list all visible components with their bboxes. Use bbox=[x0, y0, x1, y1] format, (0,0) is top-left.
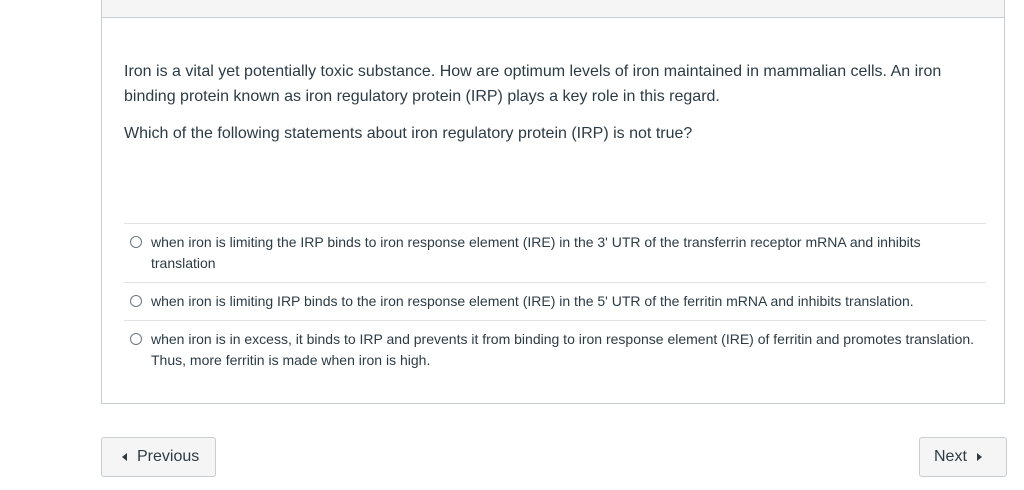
next-button[interactable] bbox=[919, 437, 1007, 477]
answer-label-2: when iron is limiting IRP binds to the iron response element (IRE) in the 5' UTR of the ferritin mRNA and inhibits translation. bbox=[151, 293, 914, 309]
caret-left-icon bbox=[122, 453, 127, 461]
question-prompt: Which of the following statements about iron regulatory protein (IRP) is not true? bbox=[124, 125, 693, 142]
answer-option-2[interactable] bbox=[124, 282, 986, 320]
radio-button-2[interactable] bbox=[130, 295, 142, 307]
question-header bbox=[102, 0, 1004, 18]
radio-button-1[interactable] bbox=[130, 236, 142, 248]
answer-label-3: when iron is in excess, it binds to IRP and prevents it from binding to iron response element (IRE) of ferritin and promotes translation. Thus, more ferritin is made when iron is high. bbox=[151, 331, 975, 368]
answer-option-1[interactable] bbox=[124, 223, 986, 282]
caret-right-icon bbox=[977, 453, 982, 461]
answer-list bbox=[124, 223, 986, 379]
answer-label-1: when iron is limiting the IRP binds to iron response element (IRE) in the 3' UTR of the transferrin receptor mRNA and inhibits translation bbox=[151, 234, 921, 271]
answer-option-3[interactable] bbox=[124, 320, 986, 379]
question-card bbox=[101, 0, 1005, 404]
question-text bbox=[124, 59, 984, 158]
previous-button[interactable] bbox=[101, 437, 216, 477]
radio-button-3[interactable] bbox=[130, 333, 142, 345]
next-button-label: Next bbox=[934, 448, 967, 465]
previous-button-label: Previous bbox=[137, 448, 200, 465]
question-intro: Iron is a vital yet potentially toxic substance. How are optimum levels of iron maintained in mammalian cells. An iron binding protein known as iron regulatory protein (IRP) plays a key role in this regard. bbox=[124, 63, 942, 105]
